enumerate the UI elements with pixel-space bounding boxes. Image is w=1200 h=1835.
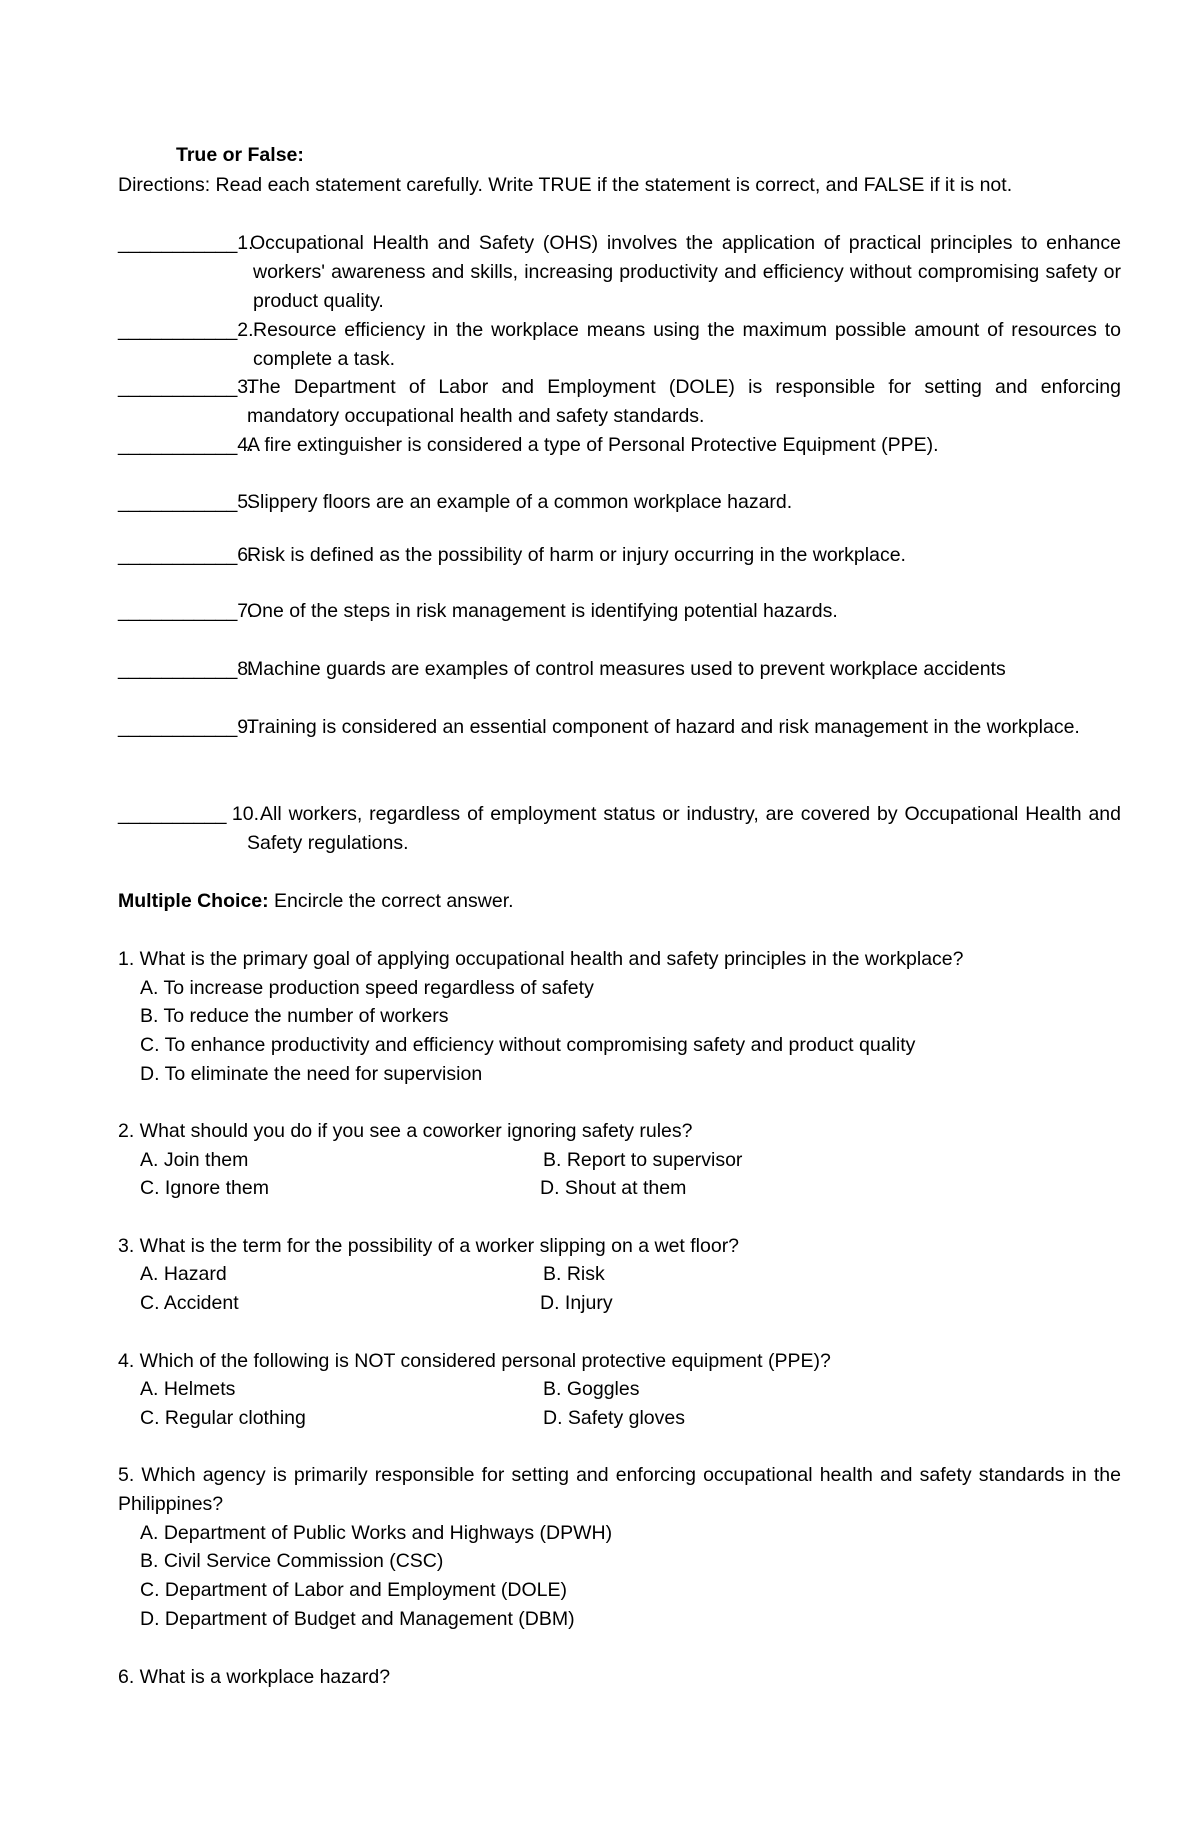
mc-question-2: 2. What should you do if you see a coworker ignoring safety rules? [118,1120,693,1142]
tf-item-4-number: ___________4. [118,434,254,456]
mc-q4-option-b: B. Goggles [543,1378,640,1400]
mc-q2-option-a: A. Join them [140,1149,249,1171]
tf-item-4-text: A fire extinguisher is considered a type of Personal Protective Equipment (PPE). [247,434,939,456]
tf-item-1-text: Occupational Health and Safety (OHS) involves the application of practical principles to enhance workers' awareness and skills, increasing productivity and efficiency without compromising safety or product quality. [250,232,1121,312]
tf-item-6-text: Risk is defined as the possibility of harm or injury occurring in the workplace. [247,544,906,566]
mc-q1-option-d: D. To eliminate the need for supervision [140,1063,483,1085]
mc-q2-option-c: C. Ignore them [140,1177,269,1199]
mc-question-6: 6. What is a workplace hazard? [118,1666,391,1688]
mc-q3-option-d: D. Injury [540,1292,613,1314]
mc-q5-option-b: B. Civil Service Commission (CSC) [140,1550,444,1572]
tf-item-3-text: The Department of Labor and Employment (DOLE) is responsible for setting and enforcing mandatory occupational health and safety standards. [247,376,1121,427]
mc-q5-option-c: C. Department of Labor and Employment (DOLE) [140,1579,568,1601]
mc-question-5: 5. Which agency is primarily responsible for setting and enforcing occupational health and safety standards in the Philippines? [118,1464,1121,1515]
tf-item-1-number: ___________1. [118,232,254,254]
mc-q1-option-b: B. To reduce the number of workers [140,1005,449,1027]
tf-item-7-text: One of the steps in risk management is identifying potential hazards. [247,600,838,622]
tf-item-10-text: All workers, regardless of employment status or industry, are covered by Occupational Health and Safety regulations. [247,803,1121,854]
tf-item-10-number: __________ 10. [118,803,259,825]
tf-item-5-number: ___________5. [118,491,254,513]
tf-item-6-number: ___________6. [118,544,254,566]
true-false-directions: Directions: Read each statement carefully. Write TRUE if the statement is correct, and FALSE if it is not. [118,174,1013,196]
tf-item-9-number: ___________9. [118,716,254,738]
mc-heading: Multiple Choice: Encircle the correct answer. [118,890,514,912]
true-false-heading: True or False: [176,144,304,166]
tf-item-8-number: ___________8. [118,658,254,680]
tf-item-8-text: Machine guards are examples of control measures used to prevent workplace accidents [247,658,1006,680]
mc-q3-option-a: A. Hazard [140,1263,227,1285]
mc-q3-option-c: C. Accident [140,1292,239,1314]
tf-item-3-number: ___________3. [118,376,254,398]
mc-q4-option-a: A. Helmets [140,1378,236,1400]
mc-question-4: 4. Which of the following is NOT considered personal protective equipment (PPE)? [118,1350,831,1372]
mc-question-3: 3. What is the term for the possibility of a worker slipping on a wet floor? [118,1235,740,1257]
mc-q5-option-a: A. Department of Public Works and Highways (DPWH) [140,1522,613,1544]
tf-item-2-text: Resource efficiency in the workplace means using the maximum possible amount of resources to complete a task. [253,319,1121,370]
mc-q3-option-b: B. Risk [543,1263,605,1285]
mc-q4-option-c: C. Regular clothing [140,1407,306,1429]
mc-q2-option-d: D. Shout at them [540,1177,687,1199]
mc-question-1: 1. What is the primary goal of applying occupational health and safety principles in the workplace? [118,948,964,970]
mc-q5-option-d: D. Department of Budget and Management (DBM) [140,1608,575,1630]
mc-q2-option-b: B. Report to supervisor [543,1149,743,1171]
mc-q1-option-a: A. To increase production speed regardless of safety [140,977,594,999]
tf-item-5-text: Slippery floors are an example of a common workplace hazard. [247,491,793,513]
mc-q1-option-c: C. To enhance productivity and efficiency without compromising safety and product quality [140,1034,916,1056]
tf-item-9-text: Training is considered an essential component of hazard and risk management in the workplace. [247,716,1080,738]
tf-item-2-number: ___________2. [118,319,254,341]
mc-q4-option-d: D. Safety gloves [543,1407,685,1429]
tf-item-7-number: ___________7. [118,600,254,622]
